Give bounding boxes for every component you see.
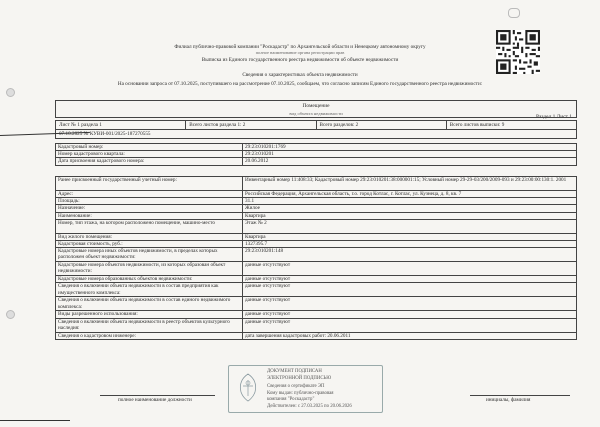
issuer-caption: полное наименование органа регистрации прав xyxy=(255,50,345,55)
row-value: дата завершения кадастровых работ: 20.06.2011 xyxy=(243,332,577,339)
object-type-caption: вид объекта недвижимости xyxy=(289,111,343,116)
row-value: данные отсутствуют xyxy=(243,297,577,311)
sheet-info-table xyxy=(55,120,577,139)
stamp-line: ДОКУМЕНТ ПОДПИСАН xyxy=(267,369,322,374)
row-label: Сведения о кадастровом инженере: xyxy=(56,332,243,339)
table-row xyxy=(56,262,577,276)
section-sheet-label: Раздел 1 Лист 1 xyxy=(536,114,572,120)
row-value: 31.1 xyxy=(243,198,577,205)
table-row xyxy=(56,212,577,219)
table-row xyxy=(56,318,577,332)
punch-hole xyxy=(6,88,15,97)
table-row xyxy=(56,311,577,318)
row-label: Сведения о включении объекта недвижимости в состав предприятия как имущественного комплекса: xyxy=(56,283,243,297)
row-label: Дата присвоения кадастрового номера: xyxy=(56,158,243,165)
table-row xyxy=(56,205,577,212)
stamp-line: ЭЛЕКТРОННОЙ ПОДПИСЬЮ xyxy=(267,376,332,381)
table-row xyxy=(56,144,577,151)
row-value: данные отсутствуют xyxy=(243,318,577,332)
name-caption: инициалы, фамилия xyxy=(486,397,531,403)
row-value: данные отсутствуют xyxy=(243,311,577,318)
stamp-line: Сведения о сертификате ЭП xyxy=(267,384,325,389)
row-value: 29:23:010201:1769 xyxy=(243,144,577,151)
row-label: Кадастровая стоимость, руб.: xyxy=(56,241,243,248)
row-value: Квартира xyxy=(243,212,577,219)
e-signature-stamp xyxy=(228,365,383,413)
row-label: Назначение: xyxy=(56,205,243,212)
row-label: Ранее присвоенный государственный учетный номер: xyxy=(56,177,243,191)
scan-mark xyxy=(0,420,70,421)
extract-title: Выписка из Единого государственного реестра недвижимости об объекте недвижимости xyxy=(201,57,399,63)
row-value: Жилое xyxy=(243,205,577,212)
table-row xyxy=(56,283,577,297)
request-statement: На основании запроса от 07.10.2025, поступившего на рассмотрение 07.10.2025, сообщаем, что согласно записям Единого государственного реестра недвижимости: xyxy=(117,81,483,87)
stamp-line: Действителен: с 27.03.2025 по 20.06.2026 xyxy=(267,404,352,409)
row-value: Российская Федерация, Архангельская область, г.о. город Котлас, г. Котлас, ул. Кузнеца, д. 8, кв. 7 xyxy=(243,191,577,198)
table-row xyxy=(56,233,577,240)
position-caption: полное наименование должности xyxy=(118,397,192,403)
row-value: Этаж № 2 xyxy=(243,219,577,233)
stray-mark xyxy=(508,8,520,18)
table-row xyxy=(56,198,577,205)
row-label: Вид жилого помещения: xyxy=(56,233,243,240)
object-type: Помещение xyxy=(302,103,330,109)
table-row xyxy=(56,219,577,233)
row-value: 29:23:010201 xyxy=(243,151,577,158)
table-row xyxy=(56,248,577,262)
table-row xyxy=(56,151,577,158)
row-label: Номер, тип этажа, на котором расположено помещение, машино-место xyxy=(56,219,243,233)
row-value: данные отсутствуют xyxy=(243,283,577,297)
punch-hole xyxy=(6,310,15,319)
stamp-line: Кому выдан: публично-правовая xyxy=(267,391,334,396)
row-label: Сведения о включении объекта недвижимости в состав единого недвижимого комплекса: xyxy=(56,297,243,311)
table-row xyxy=(56,332,577,339)
issuer-title: Филиал публично-правовой компании "Роскадастр" по Архангельской области и Ненецкому автономному округу xyxy=(174,44,426,50)
row-label: Виды разрешенного использования: xyxy=(56,311,243,318)
row-value: данные отсутствуют xyxy=(243,262,577,276)
row-label: Кадастровые номера образованных объектов недвижимости: xyxy=(56,276,243,283)
extract-date-number: 07.10.2025 № КУВИ-001/2025-187270555 xyxy=(56,130,577,139)
characteristics-table xyxy=(55,176,577,340)
table-row xyxy=(56,158,577,165)
extract-sheets-total: Всего листов выписки: 9 xyxy=(446,121,576,130)
stamp-line: компания "Роскадастр" xyxy=(267,397,315,402)
emblem-icon xyxy=(235,372,261,404)
row-label: Адрес: xyxy=(56,191,243,198)
cadastral-table xyxy=(55,143,577,166)
section-sheets-total: Всего листов раздела 1: 2 xyxy=(186,121,316,130)
position-line xyxy=(100,395,215,396)
object-type-box xyxy=(55,100,577,118)
row-value: данные отсутствуют xyxy=(243,276,577,283)
table-row xyxy=(56,276,577,283)
row-label: Наименование: xyxy=(56,212,243,219)
row-label: Кадастровый номер: xyxy=(56,144,243,151)
row-value: 20.06.2012 xyxy=(243,158,577,165)
name-line xyxy=(470,395,570,396)
row-label: Кадастровые номера объектов недвижимости, из которых образован объект недвижимости: xyxy=(56,262,243,276)
row-label: Площадь: xyxy=(56,198,243,205)
table-row xyxy=(56,241,577,248)
table-row xyxy=(56,191,577,198)
row-label: Сведения о включении объекта недвижимости в реестр объектов культурного наследия: xyxy=(56,318,243,332)
row-label: Номер кадастрового квартала: xyxy=(56,151,243,158)
row-value: Квартира xyxy=(243,233,577,240)
sheet-number: Лист № 1 раздела 1 xyxy=(56,121,186,130)
row-label: Кадастровые номера иных объектов недвижимости, в пределах которых расположен объект недвижимости: xyxy=(56,248,243,262)
row-value: 29:23:010201:148 xyxy=(243,248,577,262)
sections-total: Всего разделов: 2 xyxy=(316,121,446,130)
table-row xyxy=(56,297,577,311)
qr-code-icon xyxy=(496,30,540,74)
row-value: 1327395.7 xyxy=(243,241,577,248)
section-title: Сведения о характеристиках объекта недвижимости xyxy=(242,72,358,78)
row-value: Инвентарный номер 11:408:33; Кадастровый номер 29:23:010201:38:000001:15; Условный номер 29-29-03/200/2009-093 и 29:23:00:00:130:1. 2001 xyxy=(243,177,577,191)
table-row xyxy=(56,177,577,191)
